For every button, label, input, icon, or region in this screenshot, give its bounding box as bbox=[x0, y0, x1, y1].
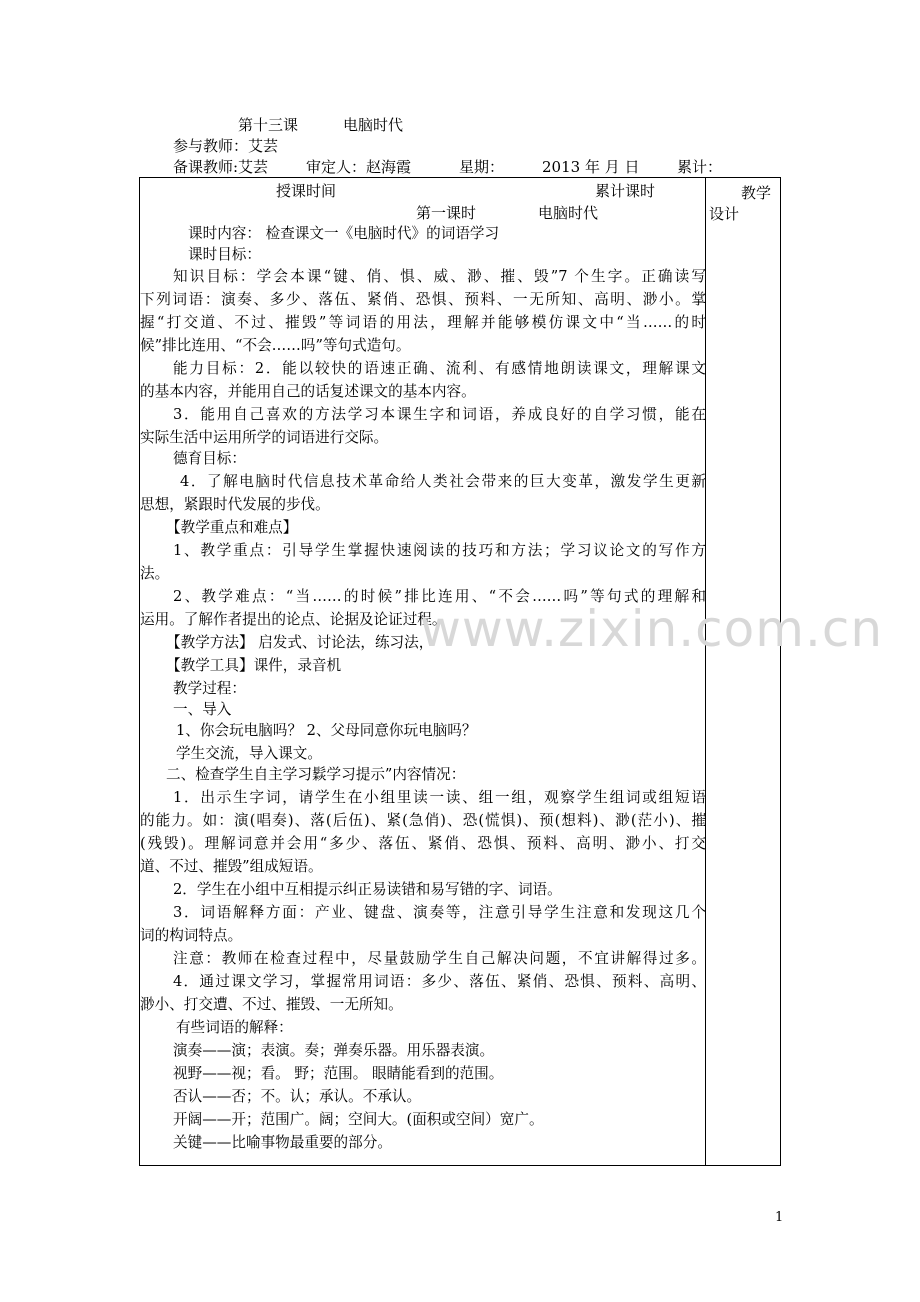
lesson-title: 电脑时代 bbox=[343, 116, 404, 134]
preparing-teacher: 备课教师:艾芸 bbox=[173, 158, 269, 176]
content-line: 能力目标：2．能以较快的语速正确、流利、有感情地朗读课文，理解课文 bbox=[173, 360, 706, 377]
section-heading: 【教学方法】 启发式、讨论法，练习法， bbox=[166, 634, 434, 651]
teach-time-header: 授课时间 bbox=[276, 182, 337, 200]
cumulative-label: 累计： bbox=[677, 158, 723, 176]
content-line: 教学过程： bbox=[173, 680, 246, 697]
content-line: (残毁)。理解词意并会用“多少、落伍、紧俏、恐惧、预料、高明、渺小、打交 bbox=[140, 835, 706, 852]
section-heading: 【教学工具】课件，录音机 bbox=[166, 657, 342, 674]
period-label: 第一课时 bbox=[416, 204, 477, 222]
content-line: 学生交流，导入课文。 bbox=[176, 745, 322, 762]
word-explanation: 视野——视；看。 野；范围。 眼睛能看到的范围。 bbox=[173, 1065, 504, 1082]
content-line: 实际生活中运用所学的词语进行交际。 bbox=[140, 429, 389, 446]
content-line: 候”排比连用、“不会……吗”等句式造句。 bbox=[140, 337, 411, 354]
section-heading: 【教学重点和难点】 bbox=[166, 519, 298, 536]
watermark: www.zixin.com.cn bbox=[420, 600, 884, 658]
date: 2013 年 月 日 bbox=[542, 158, 640, 176]
content-line: 4．通过课文学习，掌握常用词语：多少、落伍、紧俏、恐惧、预料、高明、 bbox=[173, 973, 706, 990]
participant-teacher: 参与教师：艾芸 bbox=[173, 137, 279, 155]
content-line: 握“打交道、不过、摧毁”等词语的用法，理解并能够模仿课文中“当……的时 bbox=[140, 314, 706, 331]
content-line: 思想，紧跟时代发展的步伐。 bbox=[140, 496, 330, 513]
content-line: 3．能用自己喜欢的方法学习本课生字和词语，养成良好的自学习惯，能在 bbox=[173, 406, 706, 423]
period-title: 电脑时代 bbox=[538, 204, 599, 222]
content-line: 3．词语解释方面：产业、键盘、演奏等，注意引导学生注意和发现这几个 bbox=[173, 904, 706, 921]
word-explanation: 演奏——演；表演。奏；弹奏乐器。用乐器表演。 bbox=[173, 1042, 495, 1059]
content-line: 的基本内容，并能用自己的话复述课文的基本内容。 bbox=[140, 383, 476, 400]
content-line: 渺小、打交遭、不过、摧毁、一无所知。 bbox=[140, 996, 403, 1013]
content-line: 的能力。如：演(唱奏)、落(后伍)、紧(急俏)、恐(慌惧)、预(想料)、渺(茫小)、摧 bbox=[140, 812, 706, 829]
lesson-number: 第十三课 bbox=[238, 116, 299, 134]
content-line: 课时内容： 检查课文一《电脑时代》的词语学习 bbox=[188, 225, 500, 242]
word-explanation: 开阔——开；范围广。阔；空间大。(面积或空间）宽广。 bbox=[173, 1111, 544, 1128]
design-column-header-1: 教学 bbox=[741, 184, 772, 202]
content-line: 2．学生在小组中互相提示纠正易读错和易写错的字、词语。 bbox=[173, 881, 562, 898]
content-line: 道、不过、摧毁”组成短语。 bbox=[140, 858, 323, 875]
content-line: 1、你会玩电脑吗？ 2、父母同意你玩电脑吗？ bbox=[176, 722, 477, 739]
content-line: 课时目标： bbox=[188, 246, 261, 263]
content-line: 二、检查学生自主学习鬏学习提示”内容情况： bbox=[166, 766, 466, 783]
reviewer: 审定人：赵海霞 bbox=[306, 158, 412, 176]
content-line: 德育目标： bbox=[173, 450, 246, 467]
content-line: 注意：教师在检查过程中，尽量鼓励学生自己解决问题，不宜讲解得过多。 bbox=[173, 950, 706, 967]
cumulative-hours-header: 累计课时 bbox=[595, 182, 656, 200]
content-line: 法。 bbox=[140, 565, 170, 582]
content-line: 1、教学重点：引导学生掌握快速阅读的技巧和方法；学习议论文的写作方 bbox=[173, 542, 706, 559]
word-explanation: 关键——比喻事物最重要的部分。 bbox=[173, 1134, 392, 1151]
content-line: 下列词语：演奏、多少、落伍、紧俏、恐惧、预料、一无所知、高明、渺小。掌 bbox=[140, 291, 706, 308]
content-line: 一、导入 bbox=[173, 701, 232, 718]
page-number: 1 bbox=[775, 1210, 784, 1225]
content-line: 2、教学难点：“当……的时候”排比连用、“不会……吗”等句式的理解和 bbox=[173, 588, 706, 605]
content-line: 知识目标：学会本课“键、俏、惧、威、渺、摧、毁”7 个生字。正确读写 bbox=[173, 268, 706, 285]
word-explanation: 否认——否；不。认；承认。不承认。 bbox=[173, 1088, 422, 1105]
content-line: 4．了解电脑时代信息技术革命给人类社会带来的巨大变革，激发学生更新 bbox=[180, 473, 706, 490]
content-line: 1．出示生字词，请学生在小组里读一读、组一组，观察学生组词或组短语 bbox=[173, 789, 706, 806]
content-line: 运用。了解作者提出的论点、论据及论证过程。 bbox=[140, 611, 447, 628]
content-line: 有些词语的解释： bbox=[176, 1019, 293, 1036]
content-line: 词的构词特点。 bbox=[140, 927, 243, 944]
weekday-label: 星期： bbox=[459, 158, 505, 176]
design-column-header-2: 设计 bbox=[709, 205, 740, 223]
